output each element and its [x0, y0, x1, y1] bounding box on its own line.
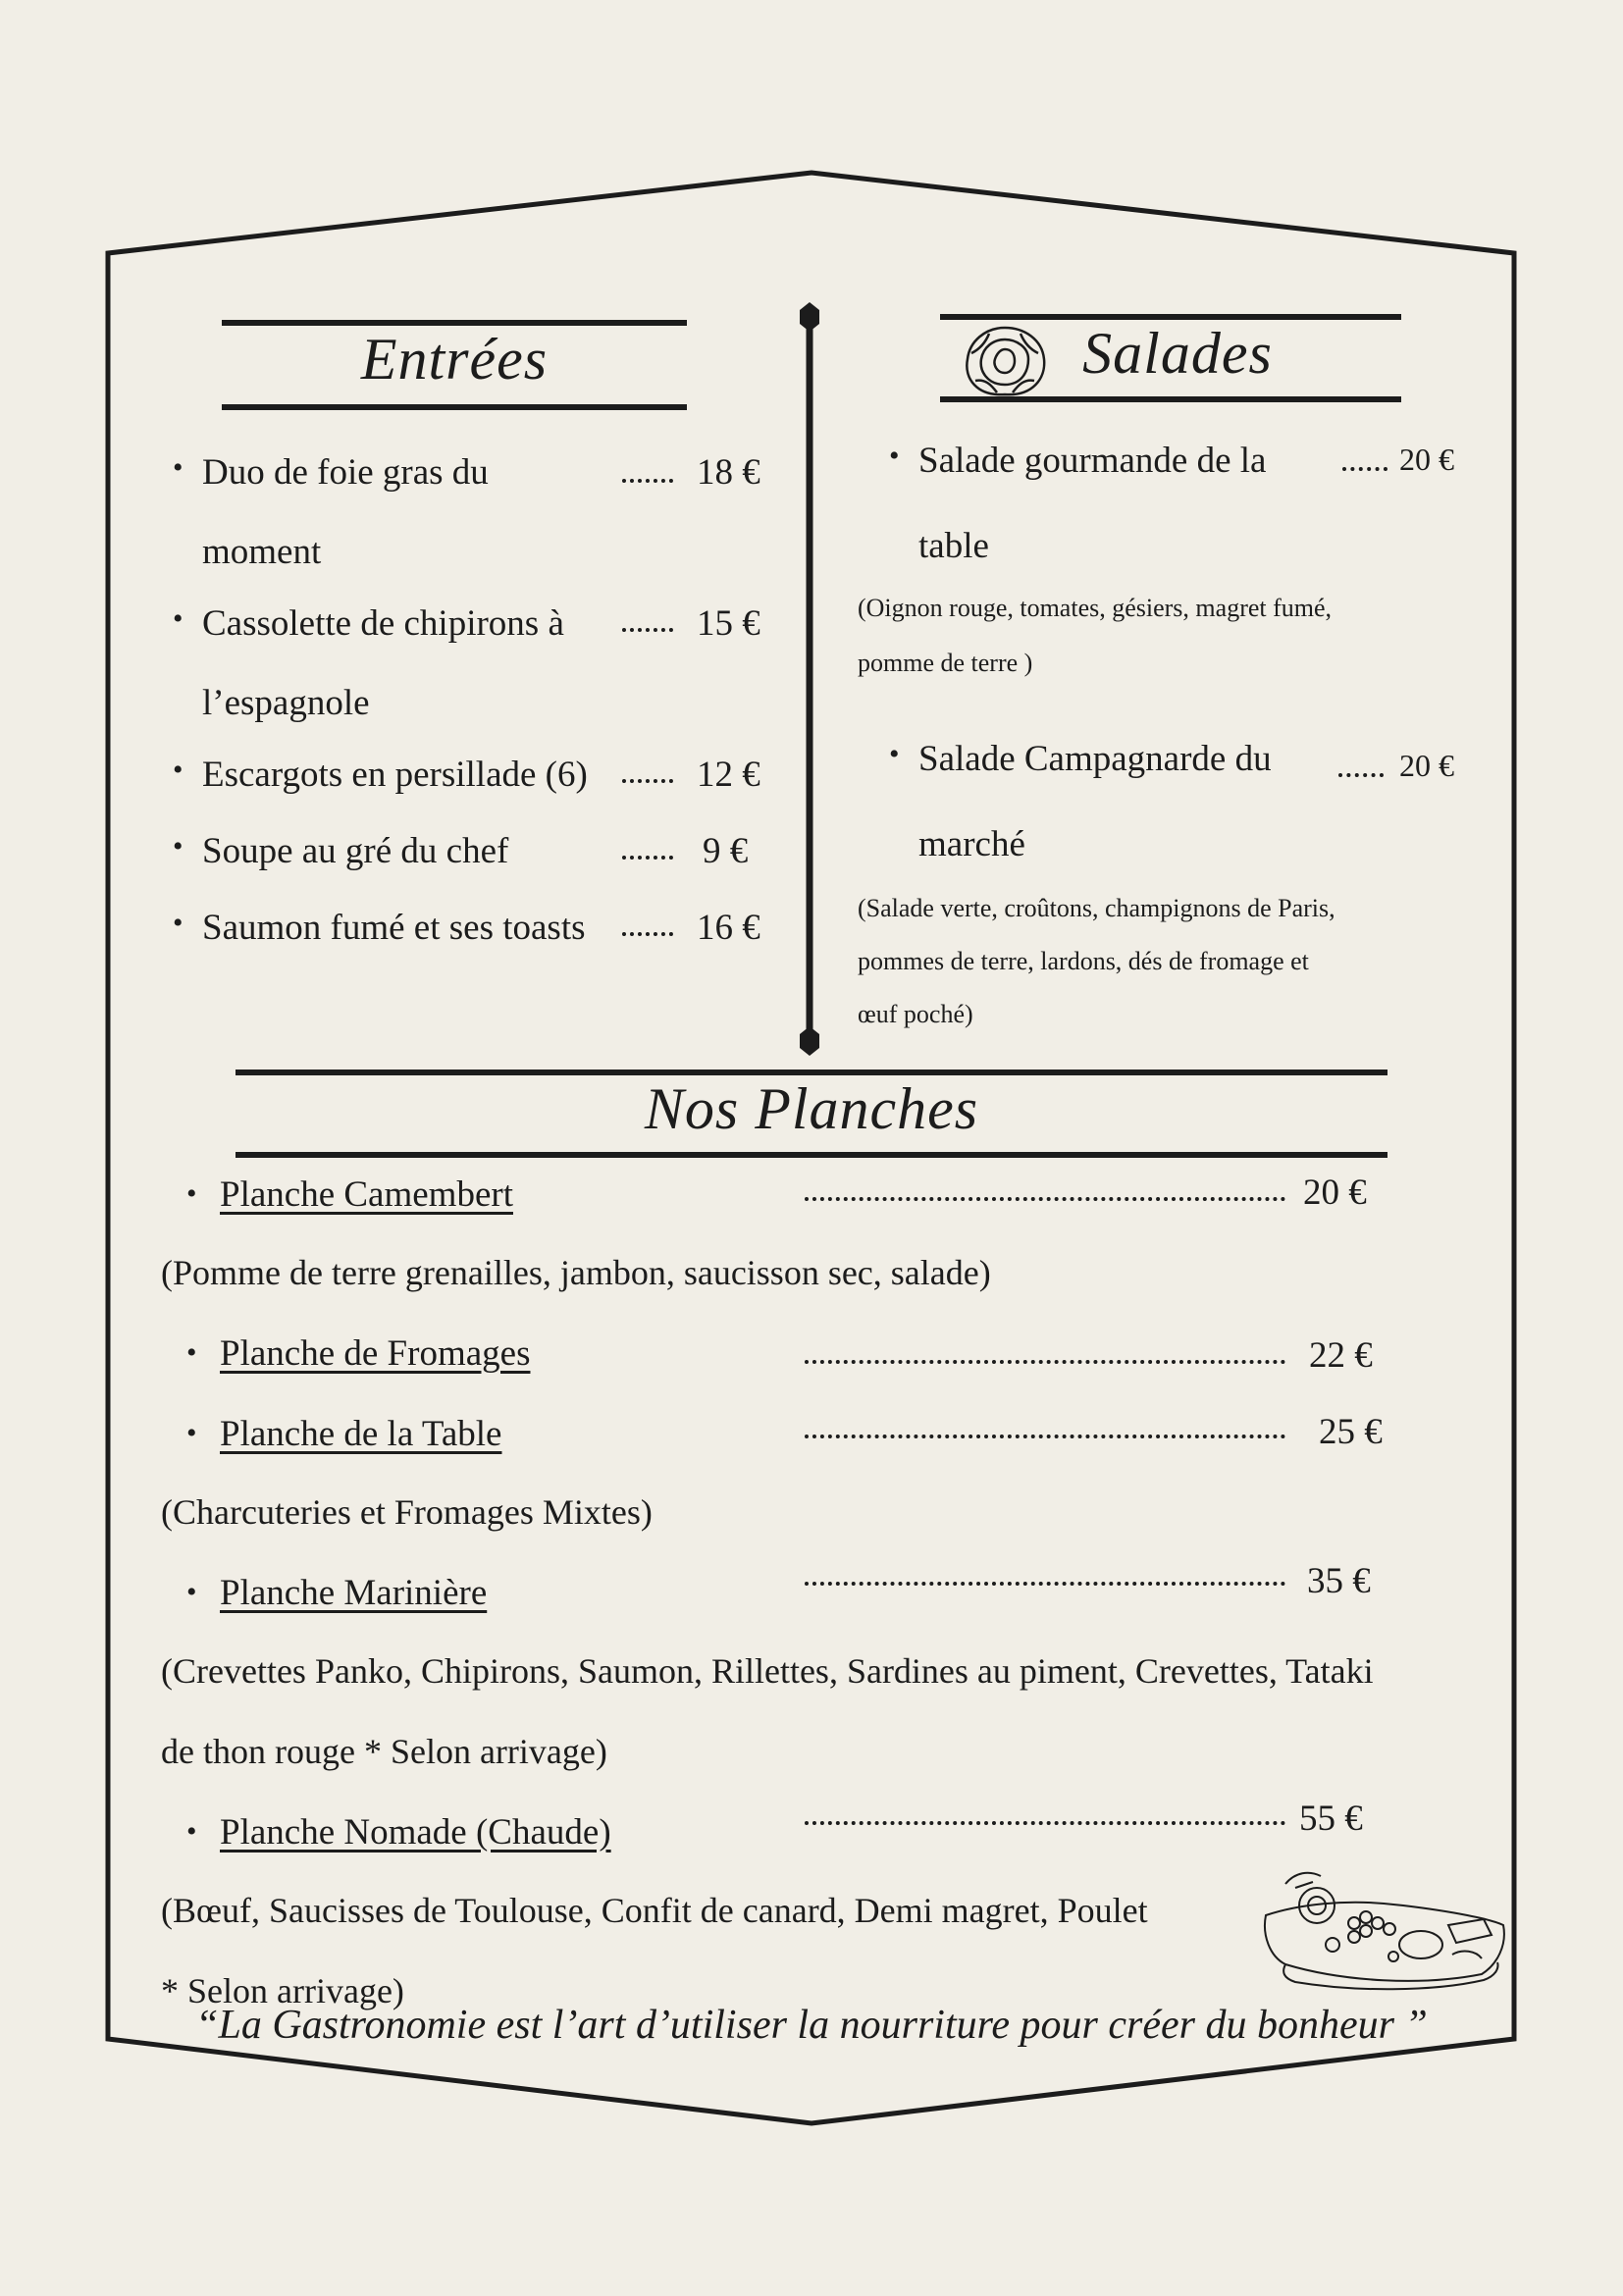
item-name: Salade gourmande de la: [918, 441, 1267, 481]
bullet: •: [186, 1576, 197, 1608]
item-name: Cassolette de chipirons à: [202, 603, 564, 644]
item-price: 16 €: [697, 908, 760, 948]
item-description: (Salade verte, croûtons, champignons de Paris,: [858, 894, 1335, 922]
salade-item: [889, 738, 1272, 865]
leader-dots: [622, 779, 673, 783]
planche-price: 25 €: [1319, 1412, 1383, 1452]
planches-rule-bottom: [236, 1152, 1387, 1158]
leader-dots: [622, 856, 673, 860]
bullet: •: [889, 738, 900, 770]
item-description: pomme de terre ): [858, 649, 1033, 677]
bullet: •: [173, 830, 183, 862]
salade-item: [889, 440, 1267, 567]
entrees-rule-bottom: [222, 404, 687, 410]
planches-title: Nos Planches: [644, 1076, 979, 1141]
planche-price: 55 €: [1299, 1799, 1363, 1839]
item-name: Salade Campagnarde du: [918, 739, 1272, 779]
planche-name: Planche de Fromages: [220, 1333, 531, 1374]
planche-price: 35 €: [1307, 1561, 1371, 1601]
entree-item: [173, 907, 586, 949]
entree-item: [173, 754, 588, 796]
item-price: 15 €: [697, 603, 760, 644]
planche-description: (Charcuteries et Fromages Mixtes): [161, 1492, 653, 1532]
entree-item: [173, 451, 489, 573]
item-description: œuf poché): [858, 1000, 973, 1028]
item-price: 20 €: [1399, 442, 1454, 477]
bullet: •: [173, 451, 183, 484]
entrees-title: Entrées: [360, 327, 549, 391]
lettuce-icon: [958, 320, 1052, 402]
leader-dots: [622, 479, 673, 483]
item-name: Soupe au gré du chef: [202, 831, 509, 871]
leader-dots: [805, 1435, 1285, 1438]
planche-description: de thon rouge * Selon arrivage): [161, 1732, 607, 1771]
planche-price: 22 €: [1309, 1335, 1373, 1376]
planche-name: Planche Camembert: [220, 1174, 513, 1215]
salades-rule-bottom: [940, 396, 1401, 402]
item-name-cont: l’espagnole: [202, 683, 370, 723]
item-price: 9 €: [703, 831, 749, 871]
bullet: •: [173, 907, 183, 939]
item-name: Duo de foie gras du: [202, 452, 489, 493]
leader-dots: [1342, 467, 1387, 471]
item-price: 12 €: [697, 755, 760, 795]
item-description: (Oignon rouge, tomates, gésiers, magret fumé,: [858, 594, 1333, 622]
planche-name: Planche de la Table: [220, 1414, 502, 1454]
footer-quote: “La Gastronomie est l’art d’utiliser la nourriture pour créer du bonheur ”: [195, 2003, 1428, 2048]
planche-description: (Bœuf, Saucisses de Toulouse, Confit de canard, Demi magret, Poulet: [161, 1891, 1148, 1930]
entree-item: [173, 830, 509, 872]
item-name-cont: marché: [918, 824, 1025, 864]
item-name-cont: moment: [202, 532, 322, 572]
item-name: Saumon fumé et ses toasts: [202, 908, 586, 948]
leader-dots: [805, 1582, 1285, 1586]
bullet: •: [186, 1336, 197, 1369]
bullet: •: [186, 1177, 197, 1210]
leader-dots: [805, 1821, 1285, 1825]
food-board-icon: [1256, 1866, 1511, 1992]
planche-description: (Crevettes Panko, Chipirons, Saumon, Rillettes, Sardines au piment, Crevettes, Tataki: [161, 1651, 1374, 1691]
bullet: •: [173, 602, 183, 635]
leader-dots: [622, 628, 673, 632]
leader-dots: [1338, 773, 1384, 777]
leader-dots: [622, 932, 673, 936]
item-price: 20 €: [1399, 748, 1454, 783]
item-name: Escargots en persillade (6): [202, 755, 588, 795]
leader-dots: [805, 1197, 1285, 1201]
leader-dots: [805, 1360, 1285, 1364]
item-price: 18 €: [697, 452, 760, 493]
entree-item: [173, 602, 564, 724]
bullet: •: [173, 754, 183, 786]
bullet: •: [889, 440, 900, 472]
planche-price: 20 €: [1303, 1173, 1367, 1213]
planche-description: * Selon arrivage): [161, 1971, 404, 2010]
planche-name: Planche Marinière: [220, 1573, 488, 1613]
salades-title: Salades: [1082, 321, 1273, 386]
planche-description: (Pomme de terre grenailles, jambon, saucisson sec, salade): [161, 1253, 991, 1292]
bullet: •: [186, 1815, 197, 1848]
item-description: pommes de terre, lardons, dés de fromage et: [858, 947, 1309, 975]
item-name-cont: table: [918, 526, 989, 566]
planche-name: Planche Nomade (Chaude): [220, 1812, 611, 1852]
bullet: •: [186, 1417, 197, 1449]
